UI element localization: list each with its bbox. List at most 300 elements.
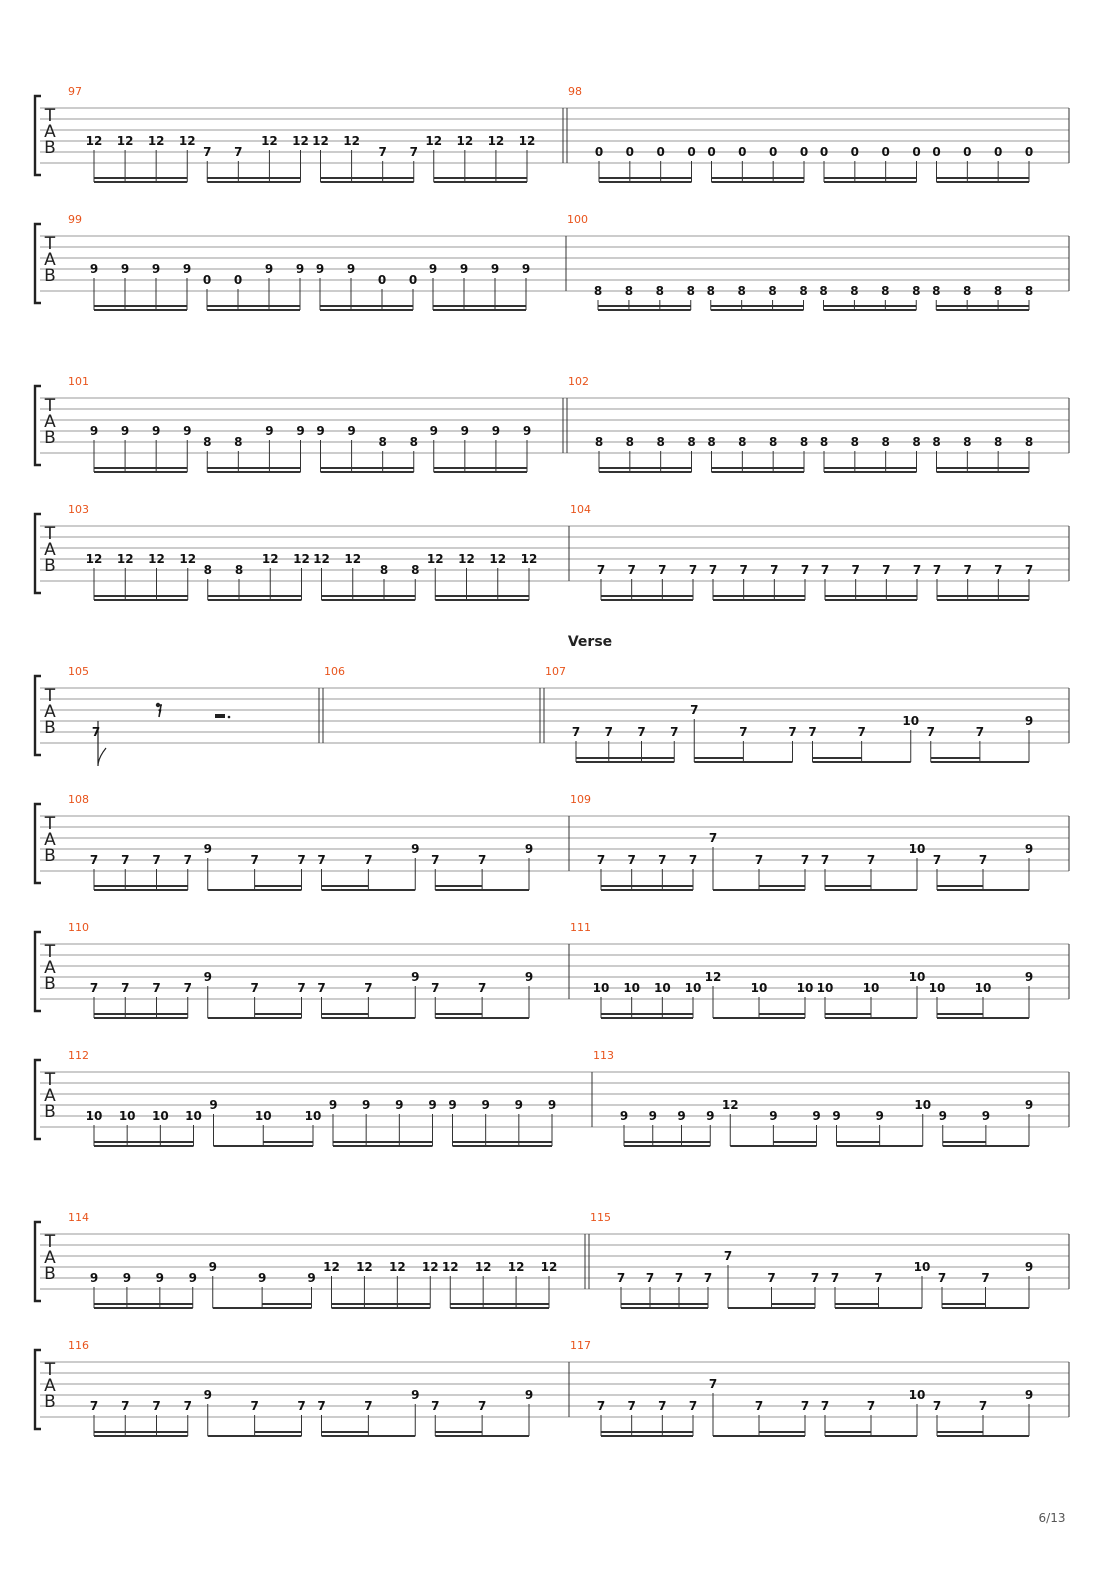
fret-number: 8 xyxy=(594,435,604,449)
tab-clef-letter: A xyxy=(44,412,56,432)
fret-number: 7 xyxy=(754,1399,764,1413)
fret-number: 10 xyxy=(816,981,834,995)
fret-number: 0 xyxy=(1024,145,1034,159)
fret-number: 12 xyxy=(312,134,329,148)
bar-number: 103 xyxy=(68,503,89,516)
half-rest xyxy=(215,714,225,718)
fret-number: 8 xyxy=(768,284,777,298)
fret-number: 8 xyxy=(799,284,808,298)
bar-number: 117 xyxy=(570,1339,591,1352)
tab-clef-letter: T xyxy=(44,942,56,962)
fret-number: 7 xyxy=(89,1399,99,1413)
fret-number: 10 xyxy=(908,842,926,856)
fret-number: 7 xyxy=(477,853,487,867)
fret-number: 7 xyxy=(767,1271,776,1285)
fret-number: 12 xyxy=(147,134,165,148)
fret-number: 12 xyxy=(426,552,444,566)
fret-number: 9 xyxy=(257,1271,267,1285)
fret-number: 9 xyxy=(208,1260,217,1274)
fret-number: 8 xyxy=(912,284,921,298)
fret-number: 9 xyxy=(875,1109,884,1123)
fret-number: 10 xyxy=(85,1109,103,1123)
tab-clef-letter: A xyxy=(44,1376,56,1396)
fret-number: 9 xyxy=(1024,970,1034,984)
fret-number: 8 xyxy=(686,284,695,298)
tab-clef-letter: A xyxy=(44,1086,56,1106)
fret-number: 8 xyxy=(737,284,746,298)
bar-number: 108 xyxy=(68,793,89,806)
fret-number: 10 xyxy=(913,1260,931,1274)
fret-number: 8 xyxy=(993,284,1003,298)
fret-number: 12 xyxy=(421,1260,439,1274)
fret-number: 8 xyxy=(932,435,941,449)
fret-number: 0 xyxy=(963,145,972,159)
fret-number: 7 xyxy=(926,725,935,739)
fret-number: 9 xyxy=(89,262,99,276)
bar-number: 116 xyxy=(68,1339,89,1352)
fret-number: 12 xyxy=(261,134,278,148)
fret-number: 9 xyxy=(521,262,531,276)
fret-number: 7 xyxy=(932,853,942,867)
bar-number: 113 xyxy=(593,1049,614,1062)
fret-number: 7 xyxy=(571,725,581,739)
fret-number: 7 xyxy=(317,981,326,995)
fret-number: 9 xyxy=(547,1098,557,1112)
tab-clef-letter: B xyxy=(44,1392,56,1412)
fret-number: 7 xyxy=(121,1399,130,1413)
fret-number: 12 xyxy=(323,1260,340,1274)
fret-number: 9 xyxy=(89,1271,99,1285)
fret-number: 8 xyxy=(234,435,243,449)
fret-number: 9 xyxy=(524,842,534,856)
fret-number: 7 xyxy=(627,853,636,867)
fret-number: 7 xyxy=(808,725,817,739)
fret-number: 8 xyxy=(1024,284,1034,298)
fret-number: 9 xyxy=(316,424,325,438)
tab-clef-letter: T xyxy=(44,524,56,544)
fret-number: 10 xyxy=(908,1388,926,1402)
fret-number: 0 xyxy=(233,273,243,287)
fret-number: 10 xyxy=(902,714,920,728)
fret-number: 7 xyxy=(152,853,161,867)
fret-number: 9 xyxy=(648,1109,657,1123)
fret-number: 9 xyxy=(706,1109,715,1123)
fret-number: 7 xyxy=(637,725,646,739)
fret-number: 7 xyxy=(932,1399,942,1413)
fret-number: 9 xyxy=(89,424,99,438)
fret-number: 7 xyxy=(364,1399,373,1413)
fret-number: 7 xyxy=(645,1271,655,1285)
fret-number: 12 xyxy=(487,134,505,148)
fret-number: 10 xyxy=(118,1109,136,1123)
fret-number: 9 xyxy=(182,262,192,276)
fret-number: 7 xyxy=(770,563,779,577)
fret-number: 12 xyxy=(520,552,538,566)
fret-number: 0 xyxy=(993,145,1003,159)
fret-number: 8 xyxy=(655,284,665,298)
fret-number: 8 xyxy=(963,435,972,449)
fret-number: 7 xyxy=(234,145,243,159)
fret-number: 10 xyxy=(862,981,880,995)
tab-clef-letter: A xyxy=(44,250,56,270)
fret-number: 10 xyxy=(185,1109,202,1123)
fret-number: 9 xyxy=(347,424,356,438)
fret-number: 7 xyxy=(703,1271,713,1285)
fret-number: 7 xyxy=(820,1399,830,1413)
fret-number: 7 xyxy=(658,853,667,867)
fret-number: 9 xyxy=(524,1388,534,1402)
fret-number: 7 xyxy=(431,1399,440,1413)
fret-number: 7 xyxy=(739,725,748,739)
fret-number: 8 xyxy=(799,435,809,449)
fret-number: 7 xyxy=(688,563,698,577)
fret-number: 9 xyxy=(346,262,356,276)
fret-number: 12 xyxy=(179,552,197,566)
fret-number: 9 xyxy=(938,1109,947,1123)
fret-number: 8 xyxy=(203,563,212,577)
tab-clef-letter: A xyxy=(44,122,56,142)
tab-clef-letter: T xyxy=(44,234,56,254)
fret-number: 12 xyxy=(292,134,309,148)
fret-number: 7 xyxy=(937,1271,947,1285)
fret-number: 10 xyxy=(908,970,926,984)
fret-number: 9 xyxy=(490,262,500,276)
tab-clef-letter: B xyxy=(44,1264,56,1284)
fret-number: 7 xyxy=(975,725,985,739)
tab-clef-letter: B xyxy=(44,974,56,994)
tab-clef-letter: B xyxy=(44,1102,56,1122)
fret-number: 10 xyxy=(928,981,946,995)
bar-number: 109 xyxy=(570,793,591,806)
fret-number: 12 xyxy=(474,1260,492,1274)
fret-number: 12 xyxy=(85,552,103,566)
fret-number: 8 xyxy=(625,435,635,449)
fret-number: 10 xyxy=(304,1109,322,1123)
fret-number: 7 xyxy=(616,1271,626,1285)
fret-number: 7 xyxy=(800,853,810,867)
fret-number: 9 xyxy=(1024,714,1034,728)
fret-number: 9 xyxy=(203,1388,212,1402)
fret-number: 9 xyxy=(812,1109,821,1123)
fret-number: 9 xyxy=(1024,1098,1034,1112)
fret-number: 7 xyxy=(183,853,192,867)
tab-clef-letter: B xyxy=(44,266,56,286)
fret-number: 7 xyxy=(820,563,830,577)
fret-number: 8 xyxy=(738,435,747,449)
fret-number: 12 xyxy=(178,134,196,148)
fret-number: 9 xyxy=(265,424,274,438)
fret-number: 7 xyxy=(857,725,866,739)
fret-number: 8 xyxy=(768,435,778,449)
bar-number: 104 xyxy=(570,503,591,516)
fret-number: 7 xyxy=(627,563,636,577)
fret-number: 7 xyxy=(297,853,306,867)
fret-number: 7 xyxy=(963,563,972,577)
fret-number: 7 xyxy=(250,853,259,867)
fret-number: 8 xyxy=(203,435,212,449)
fret-number: 12 xyxy=(293,552,310,566)
fret-number: 9 xyxy=(151,424,161,438)
fret-number: 7 xyxy=(121,981,130,995)
fret-number: 9 xyxy=(209,1098,218,1112)
fret-number: 12 xyxy=(313,552,330,566)
fret-number: 9 xyxy=(460,424,470,438)
tab-clef-letter: B xyxy=(44,718,56,738)
fret-number: 12 xyxy=(343,134,360,148)
fret-number: 0 xyxy=(594,145,604,159)
fret-number: 9 xyxy=(296,424,305,438)
fret-number: 12 xyxy=(356,1260,373,1274)
fret-number: 12 xyxy=(456,134,474,148)
fret-number: 8 xyxy=(593,284,603,298)
tab-clef-letter: B xyxy=(44,556,56,576)
fret-number: 8 xyxy=(912,435,921,449)
fret-number: 7 xyxy=(596,563,606,577)
fret-number: 8 xyxy=(819,284,828,298)
fret-number: 10 xyxy=(974,981,992,995)
fret-number: 9 xyxy=(295,262,305,276)
fret-number: 10 xyxy=(750,981,768,995)
fret-number: 7 xyxy=(978,1399,988,1413)
fret-number: 7 xyxy=(708,1377,718,1391)
fret-number: 8 xyxy=(850,284,859,298)
tab-clef-letter: B xyxy=(44,428,56,448)
fret-number: 7 xyxy=(596,1399,606,1413)
fret-number: 7 xyxy=(800,1399,810,1413)
fret-number: 12 xyxy=(116,552,134,566)
tab-clef-letter: T xyxy=(44,814,56,834)
fret-number: 9 xyxy=(619,1109,629,1123)
fret-number: 7 xyxy=(152,1399,161,1413)
fret-number: 9 xyxy=(188,1271,197,1285)
fret-number: 7 xyxy=(708,831,718,845)
fret-number: 7 xyxy=(810,1271,820,1285)
fret-number: 8 xyxy=(850,435,860,449)
fret-number: 9 xyxy=(428,262,438,276)
fret-number: 7 xyxy=(89,981,99,995)
fret-number: 0 xyxy=(656,145,665,159)
tab-clef-letter: B xyxy=(44,846,56,866)
fret-number: 7 xyxy=(658,563,667,577)
fret-number: 8 xyxy=(409,435,418,449)
fret-number: 7 xyxy=(981,1271,990,1285)
fret-number: 7 xyxy=(820,853,830,867)
fret-number: 9 xyxy=(183,424,192,438)
fret-number: 10 xyxy=(684,981,702,995)
rest-dot xyxy=(228,716,231,719)
fret-number: 9 xyxy=(307,1271,316,1285)
fret-number: 9 xyxy=(481,1098,490,1112)
fret-number: 12 xyxy=(388,1260,406,1274)
fret-number: 7 xyxy=(882,563,891,577)
fret-number: 7 xyxy=(89,853,99,867)
tab-clef-letter: T xyxy=(44,1232,56,1252)
fret-number: 7 xyxy=(708,563,718,577)
fret-number: 9 xyxy=(677,1109,686,1123)
fret-number: 7 xyxy=(183,981,192,995)
fret-number: 12 xyxy=(721,1098,739,1112)
fret-number: 9 xyxy=(524,970,534,984)
fret-number: 9 xyxy=(151,262,161,276)
bar-number: 99 xyxy=(68,213,82,226)
fret-number: 7 xyxy=(670,725,679,739)
fret-number: 7 xyxy=(627,1399,636,1413)
fret-number: 7 xyxy=(690,703,699,717)
fret-number: 12 xyxy=(85,134,103,148)
bar-number: 111 xyxy=(570,921,591,934)
fret-number: 7 xyxy=(477,981,487,995)
fret-number: 7 xyxy=(723,1249,733,1263)
tab-clef-letter: A xyxy=(44,702,56,722)
fret-number: 7 xyxy=(317,1399,326,1413)
bar-number: 115 xyxy=(590,1211,611,1224)
section-label-verse: Verse xyxy=(567,634,613,650)
fret-number: 7 xyxy=(364,981,373,995)
fret-number: 9 xyxy=(120,262,130,276)
fret-number: 7 xyxy=(866,1399,876,1413)
fret-number: 7 xyxy=(250,1399,259,1413)
fret-number: 0 xyxy=(819,145,829,159)
bar-number: 105 xyxy=(68,665,89,678)
fret-number: 8 xyxy=(656,435,665,449)
fret-number: 7 xyxy=(364,853,373,867)
fret-number: 7 xyxy=(800,563,810,577)
tab-clef-letter: A xyxy=(44,830,56,850)
fret-number: 9 xyxy=(264,262,274,276)
fret-number: 8 xyxy=(962,284,972,298)
fret-number: 9 xyxy=(411,1388,420,1402)
tab-clef-letter: T xyxy=(44,1360,56,1380)
fret-number: 0 xyxy=(738,145,747,159)
fret-number: 12 xyxy=(704,970,722,984)
fret-number: 9 xyxy=(429,424,438,438)
fret-number: 12 xyxy=(458,552,475,566)
fret-number: 7 xyxy=(994,563,1003,577)
fret-number: 7 xyxy=(788,725,797,739)
fret-number: 9 xyxy=(395,1098,404,1112)
fret-number: 10 xyxy=(914,1098,932,1112)
bar-number: 112 xyxy=(68,1049,89,1062)
fret-number: 8 xyxy=(378,435,387,449)
tab-clef-letter: A xyxy=(44,958,56,978)
fret-number: 9 xyxy=(1024,842,1034,856)
bar-number: 100 xyxy=(567,213,588,226)
fret-number: 7 xyxy=(596,853,606,867)
fret-number: 8 xyxy=(706,284,715,298)
fret-number: 7 xyxy=(874,1271,883,1285)
bar-number: 114 xyxy=(68,1211,89,1224)
fret-number: 7 xyxy=(1024,563,1034,577)
fret-number: 7 xyxy=(431,853,440,867)
bar-number: 101 xyxy=(68,375,89,388)
fret-number: 0 xyxy=(687,145,696,159)
fret-number: 12 xyxy=(507,1260,525,1274)
fret-number: 10 xyxy=(592,981,610,995)
bar-number: 106 xyxy=(324,665,345,678)
fret-number: 10 xyxy=(254,1109,272,1123)
tab-clef-letter: A xyxy=(44,1248,56,1268)
page-number: 6/13 xyxy=(1038,1511,1066,1525)
tab-clef-letter: T xyxy=(44,396,56,416)
fret-number: 8 xyxy=(881,435,890,449)
fret-number: 12 xyxy=(540,1260,558,1274)
bar-number: 110 xyxy=(68,921,89,934)
fret-number: 9 xyxy=(328,1098,338,1112)
fret-number: 7 xyxy=(688,853,698,867)
fret-number: 7 xyxy=(250,981,259,995)
fret-number: 0 xyxy=(850,145,860,159)
fret-number: 8 xyxy=(881,284,890,298)
fret-number: 7 xyxy=(297,981,306,995)
fret-number: 7 xyxy=(754,853,764,867)
fret-number: 12 xyxy=(518,134,536,148)
fret-number: 7 xyxy=(830,1271,840,1285)
fret-number: 10 xyxy=(151,1109,169,1123)
fret-number: 8 xyxy=(819,435,829,449)
fret-number: 9 xyxy=(155,1271,165,1285)
fret-number: 9 xyxy=(203,842,212,856)
fret-number: 10 xyxy=(623,981,641,995)
fret-number: 7 xyxy=(739,563,748,577)
fret-number: 0 xyxy=(625,145,635,159)
fret-number: 9 xyxy=(411,842,420,856)
fret-number: 0 xyxy=(202,273,212,287)
fret-number: 12 xyxy=(148,552,165,566)
fret-number: 0 xyxy=(912,145,921,159)
fret-number: 12 xyxy=(261,552,279,566)
fret-number: 7 xyxy=(851,563,860,577)
fret-number: 0 xyxy=(707,145,716,159)
fret-number: 8 xyxy=(932,284,941,298)
fret-number: 7 xyxy=(912,563,922,577)
bar-number: 107 xyxy=(545,665,566,678)
fret-number: 9 xyxy=(1024,1260,1034,1274)
fret-number: 7 xyxy=(477,1399,487,1413)
fret-number: 7 xyxy=(688,1399,698,1413)
fret-number: 7 xyxy=(409,145,418,159)
fret-number: 0 xyxy=(768,145,778,159)
fret-number: 0 xyxy=(932,145,941,159)
fret-number: 0 xyxy=(377,273,387,287)
tab-clef-letter: B xyxy=(44,138,56,158)
fret-number: 7 xyxy=(604,725,613,739)
fret-number: 12 xyxy=(425,134,443,148)
fret-number: 7 xyxy=(866,853,876,867)
fret-number: 9 xyxy=(120,424,130,438)
tab-clef-letter: T xyxy=(44,106,56,126)
fret-number: 9 xyxy=(491,424,501,438)
fret-number: 8 xyxy=(707,435,716,449)
fret-number: 7 xyxy=(674,1271,684,1285)
fret-number: 10 xyxy=(653,981,671,995)
fret-number: 7 xyxy=(121,853,130,867)
fret-number: 12 xyxy=(441,1260,459,1274)
fret-number: 9 xyxy=(361,1098,371,1112)
bar-number: 98 xyxy=(568,85,582,98)
fret-number: 9 xyxy=(448,1098,457,1112)
fret-number: 8 xyxy=(379,563,389,577)
fret-number: 8 xyxy=(411,563,420,577)
fret-number: 7 xyxy=(152,981,161,995)
tab-clef-letter: A xyxy=(44,540,56,560)
eighth-rest: 𝄾 xyxy=(158,705,162,719)
fret-number: 9 xyxy=(428,1098,437,1112)
fret-number: 7 xyxy=(431,981,440,995)
fret-number: 8 xyxy=(687,435,696,449)
bar-number: 97 xyxy=(68,85,82,98)
fret-number: 8 xyxy=(234,563,244,577)
tab-clef-letter: T xyxy=(44,686,56,706)
